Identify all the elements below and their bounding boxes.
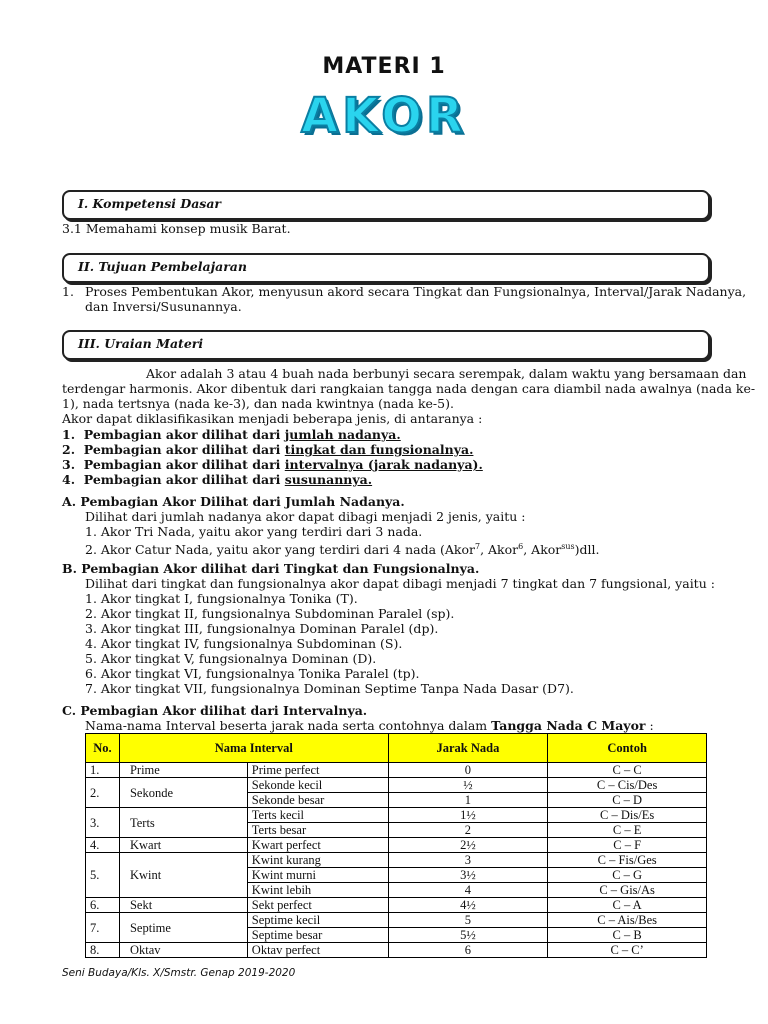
cell-contoh: C – Fis/Ges (548, 853, 707, 868)
cell-jarak-nada: 6 (388, 943, 548, 958)
cell-contoh: C – Ais/Bes (548, 913, 707, 928)
cell-interval-name: Kwint kurang (247, 853, 388, 868)
class-pre: Pembagian akor dilihat dari (83, 457, 285, 472)
sup-sus: sus (561, 542, 575, 551)
header-nama-interval: Nama Interval (119, 734, 388, 763)
cell-interval-group: Sekonde (119, 778, 247, 808)
part-c-heading: C. Pembagian Akor dilihat dari Intervalnya. (62, 703, 368, 718)
sup-seven: 7 (474, 542, 481, 551)
cell-interval-name: Prime perfect (247, 763, 388, 778)
part-b-item: 5. Akor tingkat V, fungsionalnya Dominan (D). (85, 651, 377, 666)
kompetensi-item: 3.1 Memahami konsep musik Barat. (62, 221, 291, 236)
class-item-1 (62, 427, 401, 442)
intro-line4: Akor dapat diklasifikasikan menjadi beberapa jenis, di antaranya : (62, 411, 483, 426)
cell-jarak-nada: 5 (388, 913, 548, 928)
tujuan-item-number: 1. (62, 284, 74, 299)
cell-no: 3. (86, 808, 120, 838)
cell-interval-name: Septime besar (247, 928, 388, 943)
part-a-item-2 (85, 539, 600, 557)
part-b-item: 6. Akor tingkat VI, fungsionalnya Tonika Paralel (tp). (85, 666, 420, 681)
part-c-desc-text: Nama-nama Interval beserta jarak nada serta contohnya dalam (85, 718, 492, 733)
part-b-item: 1. Akor tingkat I, fungsionalnya Tonika (T). (85, 591, 358, 606)
cell-interval-group: Kwint (119, 853, 247, 898)
cell-contoh: C – E (548, 823, 707, 838)
table-row (86, 763, 707, 778)
class-num: 3. (62, 457, 76, 472)
part-c-desc-bold: Tangga Nada C Mayor (491, 718, 646, 733)
cell-contoh: C – B (548, 928, 707, 943)
cell-no: 2. (86, 778, 120, 808)
cell-contoh: C – D (548, 793, 707, 808)
tujuan-item-line1: Proses Pembentukan Akor, menyusun akord secara Tingkat dan Fungsionalnya, Interval/Jarak Nadanya, (85, 284, 747, 299)
cell-interval-group: Oktav (119, 943, 247, 958)
class-item-3 (62, 457, 483, 472)
cell-no: 8. (86, 943, 120, 958)
interval-table (85, 733, 707, 958)
materi-label: MATERI 1 (322, 54, 446, 79)
cell-jarak-nada: 4½ (388, 898, 548, 913)
cell-interval-name: Terts besar (247, 823, 388, 838)
cell-interval-name: Kwint murni (247, 868, 388, 883)
cell-interval-name: Kwint lebih (247, 883, 388, 898)
part-b-item: 4. Akor tingkat IV, fungsionalnya Subdominan (S). (85, 636, 403, 651)
cell-jarak-nada: 0 (388, 763, 548, 778)
section-tujuan-box (62, 253, 710, 283)
part-b-item: 3. Akor tingkat III, fungsionalnya Dominan Paralel (dp). (85, 621, 439, 636)
tujuan-item-line2: dan Inversi/Susunannya. (85, 299, 242, 314)
cell-jarak-nada: 3½ (388, 868, 548, 883)
cell-contoh: C – C (548, 763, 707, 778)
table-body (86, 763, 707, 958)
section-tujuan-title: II. Tujuan Pembelajaran (78, 259, 247, 274)
intro-line2: terdengar harmonis. Akor dibentuk dari rangkaian tangga nada dengan cara diambil nada awalnya (nada ke- (62, 381, 756, 396)
class-num: 2. (62, 442, 76, 457)
cell-interval-name: Terts kecil (247, 808, 388, 823)
table-row (86, 838, 707, 853)
cell-contoh: C – G (548, 868, 707, 883)
table-row (86, 778, 707, 793)
sup-six: 6 (518, 542, 524, 551)
table-header-row (86, 734, 707, 763)
part-a-item-2-end: )dll. (574, 542, 600, 558)
footer-text: Seni Budaya/Kls. X/Smstr. Genap 2019-2020 (62, 967, 296, 979)
section-kompetensi-title: I. Kompetensi Dasar (78, 196, 222, 211)
class-pre: Pembagian akor dilihat dari (83, 427, 285, 442)
header-jarak-nada: Jarak Nada (388, 734, 548, 763)
part-a-item-2-text: 2. Akor Catur Nada, yaitu akor yang terdiri dari 4 nada (Akor (85, 542, 475, 558)
intro-line1: Akor adalah 3 atau 4 buah nada berbunyi secara serempak, dalam waktu yang bersamaan dan (146, 366, 747, 381)
class-key: tingkat dan fungsionalnya. (284, 442, 474, 457)
part-b-desc: Dilihat dari tingkat dan fungsionalnya akor dapat dibagi menjadi 7 tingkat dan 7 fungsional, yaitu : (85, 576, 715, 591)
cell-interval-name: Sekt perfect (247, 898, 388, 913)
cell-jarak-nada: 4 (388, 883, 548, 898)
cell-contoh: C – C’ (548, 943, 707, 958)
part-a-heading: A. Pembagian Akor Dilihat dari Jumlah Nadanya. (62, 494, 405, 509)
cell-contoh: C – Dis/Es (548, 808, 707, 823)
section-uraian-box (62, 330, 710, 360)
part-c-desc (85, 718, 654, 733)
header-contoh: Contoh (548, 734, 707, 763)
class-num: 1. (62, 427, 76, 442)
cell-interval-name: Oktav perfect (247, 943, 388, 958)
class-num: 4. (62, 472, 76, 487)
cell-interval-group: Prime (119, 763, 247, 778)
cell-jarak-nada: ½ (388, 778, 548, 793)
part-b-heading: B. Pembagian Akor dilihat dari Tingkat dan Fungsionalnya. (62, 561, 480, 576)
part-c-desc-end: : (645, 718, 654, 733)
class-key: intervalnya (jarak nadanya). (284, 457, 483, 472)
cell-interval-group: Terts (119, 808, 247, 838)
class-item-4 (62, 472, 372, 487)
cell-jarak-nada: 2 (388, 823, 548, 838)
cell-jarak-nada: 3 (388, 853, 548, 868)
cell-jarak-nada: 2½ (388, 838, 548, 853)
cell-jarak-nada: 1 (388, 793, 548, 808)
document-title: AKOR (301, 88, 467, 144)
cell-no: 1. (86, 763, 120, 778)
cell-interval-group: Septime (119, 913, 247, 943)
class-key: susunannya. (284, 472, 373, 487)
table-row (86, 943, 707, 958)
part-b-item: 7. Akor tingkat VII, fungsionalnya Dominan Septime Tanpa Nada Dasar (D7). (85, 681, 574, 696)
cell-no: 7. (86, 913, 120, 943)
class-item-2 (62, 442, 473, 457)
class-key: jumlah nadanya. (284, 427, 401, 442)
separator: , Akor (480, 542, 519, 558)
table-row (86, 808, 707, 823)
cell-no: 5. (86, 853, 120, 898)
cell-interval-group: Kwart (119, 838, 247, 853)
section-kompetensi-box (62, 190, 710, 220)
table-row (86, 898, 707, 913)
section-uraian-title: III. Uraian Materi (78, 336, 204, 351)
separator: , Akor (523, 542, 562, 558)
part-b-item: 2. Akor tingkat II, fungsionalnya Subdominan Paralel (sp). (85, 606, 455, 621)
cell-contoh: C – A (548, 898, 707, 913)
cell-interval-group: Sekt (119, 898, 247, 913)
cell-no: 6. (86, 898, 120, 913)
class-pre: Pembagian akor dilihat dari (83, 472, 285, 487)
cell-no: 4. (86, 838, 120, 853)
cell-interval-name: Kwart perfect (247, 838, 388, 853)
cell-jarak-nada: 5½ (388, 928, 548, 943)
header-no: No. (86, 734, 120, 763)
table-row (86, 853, 707, 868)
cell-interval-name: Septime kecil (247, 913, 388, 928)
part-a-desc: Dilihat dari jumlah nadanya akor dapat dibagi menjadi 2 jenis, yaitu : (85, 509, 526, 524)
cell-contoh: C – F (548, 838, 707, 853)
cell-contoh: C – Gis/As (548, 883, 707, 898)
cell-interval-name: Sekonde kecil (247, 778, 388, 793)
cell-contoh: C – Cis/Des (548, 778, 707, 793)
cell-jarak-nada: 1½ (388, 808, 548, 823)
table-row (86, 913, 707, 928)
class-pre: Pembagian akor dilihat dari (83, 442, 285, 457)
cell-interval-name: Sekonde besar (247, 793, 388, 808)
intro-line3: 1), nada tertsnya (nada ke-3), dan nada kwintnya (nada ke-5). (62, 396, 454, 411)
part-a-item-1: 1. Akor Tri Nada, yaitu akor yang terdiri dari 3 nada. (85, 524, 423, 539)
